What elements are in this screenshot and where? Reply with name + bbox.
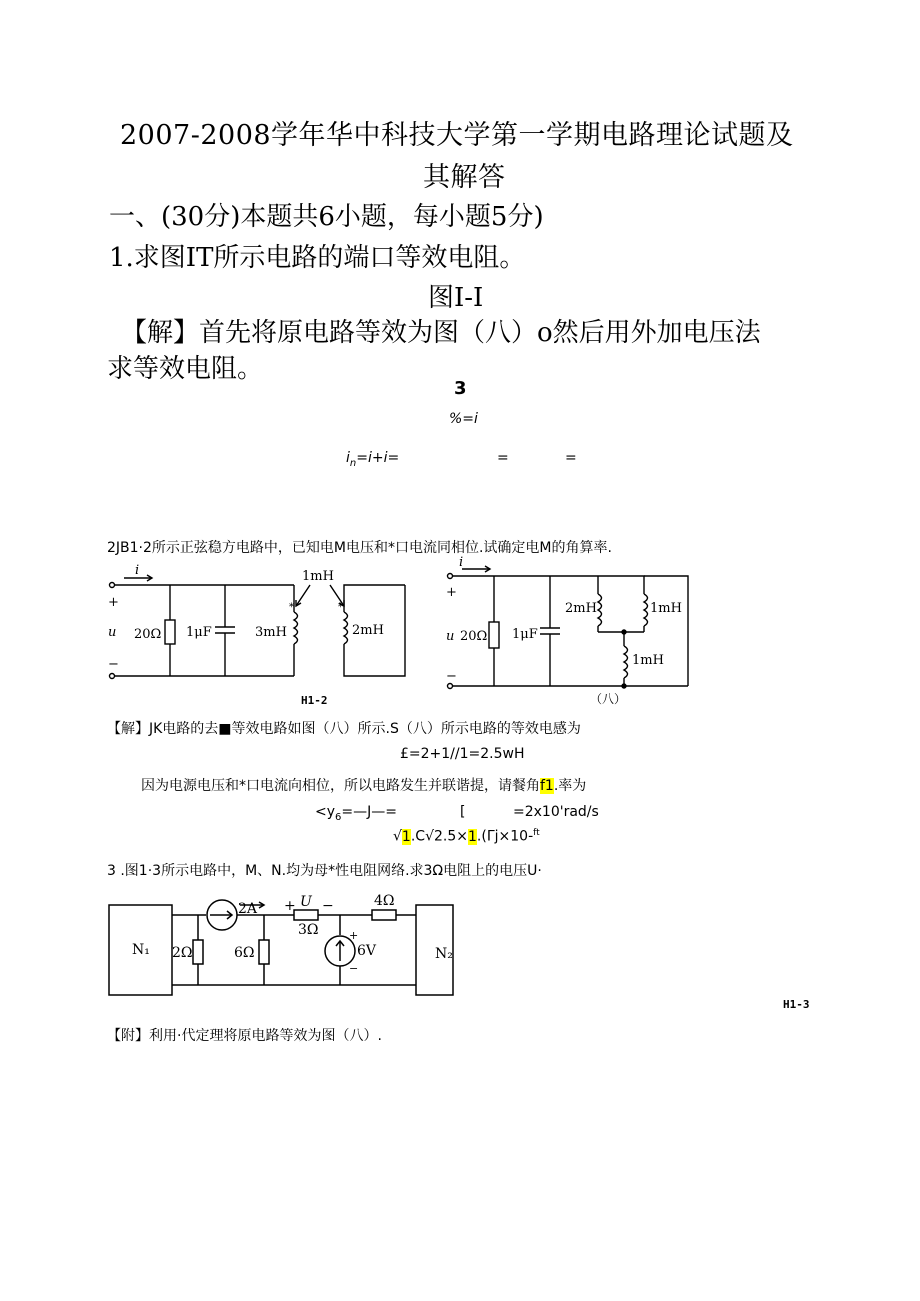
- section-heading: 一、(30分)本题共6小题，每小题5分): [109, 202, 544, 232]
- resistor-4ohm-label: 4Ω: [374, 893, 395, 909]
- question-2: 2JB1·2所示正弦稳方电路中，已知电M电压和*口电流同相位.试确定电M的角算率.: [107, 540, 612, 556]
- title-line-1: 2007-2008学年华中科技大学第一学期电路理论试题及: [120, 120, 794, 151]
- voltage-u-label-3: U: [300, 894, 312, 910]
- right-inductor-1mh-a-label: 1mH: [650, 601, 682, 616]
- u-plus-label: +: [284, 898, 296, 914]
- title-line-2: 其解答: [423, 162, 506, 193]
- inductor-2mh-label: 2mH: [352, 623, 384, 638]
- figure-1-caption: 图I-I: [428, 283, 484, 313]
- equation-number: 3: [454, 378, 467, 399]
- resistor-6ohm-label: 6Ω: [234, 945, 255, 961]
- right-minus-label: −: [446, 669, 457, 684]
- equation-omega: $<y_6=—J—=$: [315, 804, 397, 823]
- resistor-2ohm-label: 2Ω: [172, 945, 193, 961]
- equation-bracket: [: [460, 804, 466, 820]
- question-1: 1.求图IT所示电路的端口等效电阻。: [109, 243, 526, 273]
- voltage-u-label: u: [108, 625, 117, 640]
- right-circuit-labels: [446, 555, 682, 684]
- figure-h1-2-label: H1-2: [301, 694, 328, 707]
- equation-2-equals-a: =: [497, 450, 509, 466]
- current-source-label: 2A: [238, 901, 258, 917]
- dot-mark-1: *: [289, 602, 294, 613]
- equation-1: %=i: [449, 411, 478, 427]
- right-inductor-1mh-b-label: 1mH: [632, 653, 664, 668]
- question-3: 3 .图1·3所示电路中，M、N.均为母*性电阻网络.求3Ω电阻上的电压U·: [107, 863, 542, 879]
- vs-minus-label: −: [349, 962, 359, 975]
- resistor-3ohm-label: 3Ω: [298, 922, 319, 938]
- solution-3: 【附】利用·代定理将原电路等效为图（八）.: [107, 1028, 382, 1044]
- dot-mark-2: *: [338, 602, 343, 613]
- right-inductor-2mh-label: 2mH: [565, 601, 597, 616]
- vs-plus-label: +: [349, 929, 359, 942]
- minus-label: −: [108, 657, 119, 672]
- plus-label: +: [108, 595, 119, 610]
- left-circuit-labels: [108, 563, 384, 672]
- right-resistor-label: 20Ω: [460, 629, 488, 644]
- right-current-i-label: i: [459, 555, 464, 570]
- equation-2-equals-b: =: [565, 450, 577, 466]
- solution-1-line-1: 【解】首先将原电路等效为图（八）o然后用外加电压法: [121, 318, 761, 348]
- solution-2-line-2: 因为电源电压和*口电流向相位，所以电路发生并联谐提，请餐角f1.率为: [141, 778, 587, 794]
- solution-1-line-2: 求等效电阻。: [107, 354, 264, 384]
- inductor-3mh-label: 3mH: [255, 625, 287, 640]
- circuit-h1-3-labels: [132, 893, 453, 975]
- voltage-source-label: 6V: [357, 943, 377, 959]
- n1-label: N₁: [132, 942, 150, 958]
- capacitor-label: 1μF: [186, 625, 212, 640]
- figure-h1-3-label: H1-3: [783, 998, 810, 1011]
- equation-denominator: √1.C√2.5×1.(Γj×10-$^{ft}$: [393, 828, 540, 845]
- mutual-1mh-label: 1mH: [302, 569, 334, 584]
- solution-2-line-1: 【解】JK电路的去■等效电路如图（八）所示.S（八）所示电路的等效电感为: [107, 721, 581, 737]
- equation-omega-result: =2x10'rad/s: [513, 804, 599, 820]
- u-minus-label: −: [322, 898, 334, 914]
- right-capacitor-label: 1μF: [512, 627, 538, 642]
- current-i-label: i: [135, 563, 140, 578]
- resistor-20-label: 20Ω: [134, 627, 162, 642]
- right-plus-label: +: [446, 585, 457, 600]
- equation-2: $i_n=i+i=$: [346, 450, 400, 469]
- equation-inductance: £=2+1//1=2.5wH: [400, 746, 525, 762]
- right-voltage-u-label: u: [446, 629, 455, 644]
- n2-label: N₂: [435, 946, 453, 962]
- figure-8-label: （八）: [590, 692, 627, 706]
